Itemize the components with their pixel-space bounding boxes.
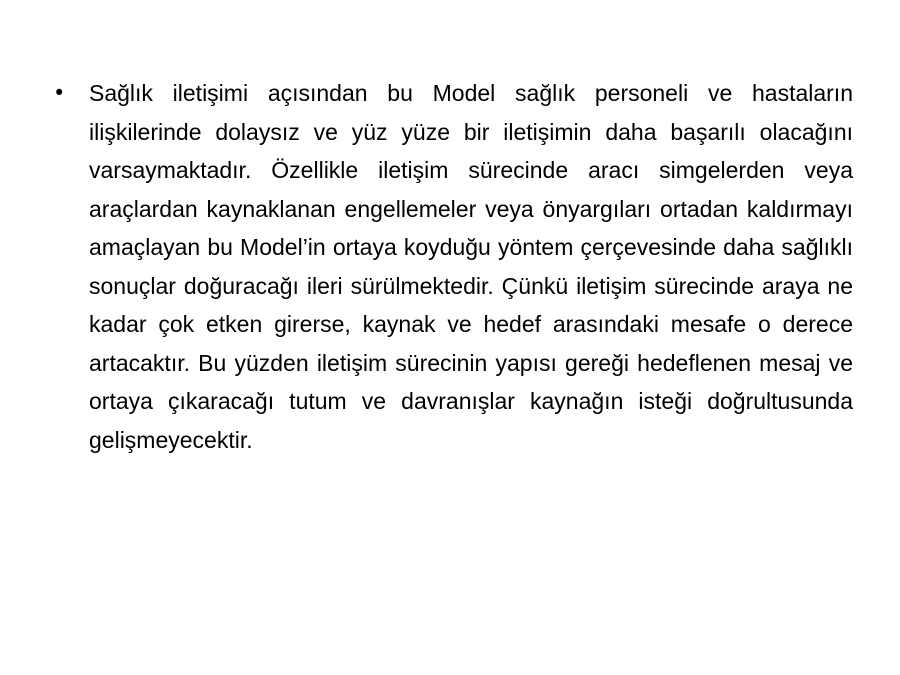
body-paragraph: Sağlık iletişimi açısından bu Model sağlık personeli ve hastaların ilişkilerinde dolaysız ve yüz yüze bir iletişimin daha başarılı olacağını varsaymaktadır. Özellikle iletişim sürecinde aracı simgelerden veya araçlardan kaynaklanan engellemeler veya önyargıları ortadan kaldırmayı amaçlayan bu Model’in ortaya koyduğu yöntem çerçevesinde daha sağlıklı sonuçlar doğuracağı ileri sürülmektedir. Çünkü iletişim sürecinde araya ne kadar çok etken girerse, kaynak ve hedef arasındaki mesafe o derece artacaktır. Bu yüzden iletişim sürecinin yapısı gereği hedeflenen mesaj ve ortaya çıkaracağı tutum ve davranışlar kaynağın isteği doğrultusunda gelişmeyecektir.	[89, 80, 853, 453]
bullet-list-item	[53, 74, 853, 459]
bullet-icon: •	[53, 81, 66, 105]
slide-content	[53, 74, 853, 459]
